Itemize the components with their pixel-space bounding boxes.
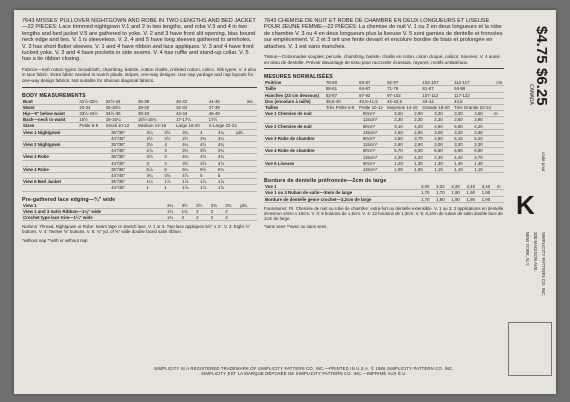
address-line: 200 MADISON AVE. — [533, 232, 538, 272]
table-row — [264, 196, 504, 202]
table-cell: 35"/36" — [110, 154, 145, 160]
table-cell: 1,90 — [481, 196, 496, 202]
footer-line: SIMPLICITY IS A REGISTERED TRADEMARK OF SIMPLICITY PATTERN CO. INC.—PRINTED IN U.S.A. © 1986 SIMPLICITY PATTERN CO. INC. — [154, 366, 454, 371]
table-cell: 3⅞ — [146, 154, 164, 160]
table-cell: 6¼ — [181, 166, 199, 172]
table-cell: Vue 5 Liseuse — [264, 160, 362, 166]
table-cell: 6 — [163, 166, 181, 172]
table-cell: 4¼ — [217, 130, 235, 136]
table-cell: Waist — [22, 104, 78, 110]
table-cell: 4,40 — [453, 154, 473, 160]
table-cell: X-Large 22-24 — [208, 123, 246, 129]
table-cell: 2 — [224, 215, 239, 221]
table-cell: ins. — [246, 99, 257, 105]
english-nap-note: *without nap **with or without nap — [22, 237, 88, 243]
table-cell: 4 — [199, 130, 217, 136]
table-cell: 1 — [146, 185, 164, 191]
table-cell: 2 — [181, 215, 196, 221]
table-cell: 3,00 — [420, 184, 435, 190]
table-cell: Bordure de dentelle genre crochet—3,2cm de large — [264, 196, 420, 202]
table-cell: 107-112 — [421, 92, 453, 98]
table-cell: 1,70 — [435, 190, 450, 196]
table-cell: 1,90 — [465, 196, 480, 202]
table-cell: 115cm* — [362, 154, 393, 160]
table-cell: 1,10 — [433, 167, 453, 173]
french-trim-title: Bordure de dentelle préfroncée—2cm de large — [264, 178, 387, 185]
table-cell: 38-40 — [137, 111, 175, 117]
table-cell: 2,90 — [413, 111, 433, 117]
english-body-measurements-title: BODY MEASUREMENTS — [22, 92, 86, 99]
table-cell: 1,30 — [413, 160, 433, 166]
table-row — [264, 105, 504, 111]
table-cell: 4,20 — [473, 123, 493, 129]
english-trim-title: Pre-gathered lace edging—¾" wide — [22, 196, 116, 203]
table-cell: 3 — [163, 148, 181, 154]
table-cell: 4½ — [199, 142, 217, 148]
divider — [264, 68, 504, 69]
table-cell: Vue 3 Robe de chambre — [264, 136, 362, 142]
table-cell: 4¼ — [181, 154, 199, 160]
table-cell: 28-30 — [137, 104, 175, 110]
table-cell: 3,10 — [393, 123, 413, 129]
table-cell: Medium 14-16 — [137, 123, 175, 129]
pattern-envelope-back — [14, 10, 556, 394]
table-cell: Hanches (23 cm dessous) — [264, 92, 325, 98]
table-cell: View 5 Bed Jacket — [22, 179, 110, 185]
french-nap-note: *sans sens **avec ou sans sens — [264, 224, 327, 230]
table-cell: 4,60 — [433, 123, 453, 129]
table-cell: 33½-34½ — [78, 111, 104, 117]
table-cell: 64-67 — [358, 86, 386, 92]
table-cell: 3,20 — [453, 129, 473, 135]
table-cell: 3,70 — [413, 136, 433, 142]
table-cell: 3½ — [199, 148, 217, 154]
table-cell: View 1 and 3 Satin Ribbon—1⅛" wide — [22, 208, 166, 214]
table-cell: 44"/45" — [110, 173, 145, 179]
table-cell: 17½ — [208, 117, 246, 123]
table-cell: 1,90 — [450, 196, 465, 202]
table-cell: 102-107 — [421, 80, 453, 86]
table-cell: 1⅞ — [181, 185, 199, 191]
french-description: 7643 CHEMISE DE NUIT ET ROBE DE CHAMBRE EN DEUX LONGUEURS ET LISEUSE POUR JEUNE FEMME—22 PIÈCES: La chemise de nuit V. 1 ou 2 en deux longueurs et la robe de chambre V. 3 ou 4 en deux longueurs plus la liseuse V. 5 sont garnies de dentelle et froncées sur empiècement. V. 2 et 3 ont une fente devant et encolure bordée de biais et prolongée en attaches. V. 1 est sans manches. — [264, 18, 503, 50]
table-cell: 4¾ — [217, 142, 235, 148]
table-cell: 112-117 — [453, 80, 495, 86]
table-cell: Hip—9" below waist — [22, 111, 78, 117]
table-cell: Grande 18-20 — [421, 105, 453, 111]
table-cell: 3½ — [181, 148, 199, 154]
copyright-footer — [154, 366, 454, 377]
table-cell: 25-26½ — [105, 104, 137, 110]
table-cell: 44"/45" — [110, 160, 145, 166]
table-cell: 1 — [163, 185, 181, 191]
table-cell — [246, 123, 257, 129]
table-cell: 2 — [210, 215, 225, 221]
table-cell: 44-46 — [208, 99, 246, 105]
table-cell: 1,40 — [453, 160, 473, 166]
table-cell: 3½ — [181, 160, 199, 166]
table-cell: 2,90 — [413, 142, 433, 148]
table-cell: 44"/45" — [110, 135, 145, 141]
table-cell: Large 18-20 — [175, 123, 208, 129]
table-cell: 35"/36" — [110, 166, 145, 172]
table-cell: Back—neck to waist — [22, 117, 78, 123]
table-cell: yds. — [235, 130, 257, 136]
size-code-letter: K — [516, 190, 535, 220]
table-cell: 5 — [199, 173, 217, 179]
table-cell: 71-76 — [386, 86, 421, 92]
table-cell: 1¾ — [166, 208, 181, 214]
table-cell: 1,90 — [450, 190, 465, 196]
table-cell: 4⅞ — [181, 173, 199, 179]
code-label: code pour — [541, 152, 546, 172]
table-cell: 4,70 — [473, 154, 493, 160]
table-cell: 37-39 — [208, 104, 246, 110]
table-cell: 17-17¼ — [175, 117, 208, 123]
table-cell: Vue 2 Chemise de nuit — [264, 123, 362, 129]
table-cell: 4 — [163, 154, 181, 160]
table-cell: 3¾ — [181, 130, 199, 136]
table-cell: 2,80 — [413, 129, 433, 135]
table-cell: 34½-36 — [105, 111, 137, 117]
table-cell: 83-87 — [325, 92, 358, 98]
table-cell: View 2 Nightgown — [22, 142, 110, 148]
table-cell: 1¾ — [181, 208, 196, 214]
table-cell: 3,00 — [433, 142, 453, 148]
table-cell: 90cm* — [362, 160, 393, 166]
table-cell: 1,70 — [420, 196, 435, 202]
table-cell: 5 — [217, 173, 235, 179]
table-cell: Sizes — [22, 123, 78, 129]
table-cell: 3¾ — [217, 148, 235, 154]
table-cell: 4½ — [163, 173, 181, 179]
table-cell: Crochet type lace trim—1¼" wide — [22, 215, 166, 221]
table-cell: 2,30 — [433, 117, 453, 123]
table-cell: 43-44 — [421, 98, 453, 104]
price-canada: $6.25 — [533, 68, 550, 106]
table-cell: 4,80 — [433, 136, 453, 142]
table-cell: 40,5-41,5 — [358, 98, 386, 104]
table-cell: 35"/36" — [110, 179, 145, 185]
english-description: 7643 MISSES' PULLOVER NIGHTGOWN AND ROBE IN TWO LENGTHS AND BED JACKET—22 PIECES: Lace trimmed nightgown V.1 and 2 in two lengths, and robe V.3 and 4 in two lengths and bed jacket V.5 are gathered to yoke. V. 2 and 3 have front slit opening, bias bound neck edge and ties. V. 1 is sleeveless. V. 2, 4 and 5 have long sleeves gathered to armholes. V. 3 has short flutter sleeves. V. 1 and 4 have ribbon and lace appliques. V. 3 and 4 have front tucked yoke. V. 3 and 4 have pockets in side seams. V. 4 has ruffle and stand-up collar. V. 5 has a tie ribbon closing. — [22, 18, 256, 63]
table-cell: View 4 Robe — [22, 166, 110, 172]
table-cell: 35"/36" — [110, 130, 145, 136]
price-us: $4.75 — [533, 26, 550, 64]
table-cell: 4,20 — [393, 154, 413, 160]
table-cell: 3,40 — [481, 184, 496, 190]
table-cell: 1⅞ — [199, 185, 217, 191]
table-cell: Vue 1 Chemise de nuit — [264, 111, 362, 117]
table-cell: 1,00 — [413, 167, 433, 173]
table-cell: 39,5-40 — [325, 98, 358, 104]
table-cell: 6,90 — [473, 148, 493, 154]
table-cell: yds. — [239, 203, 257, 209]
table-cell: 1,70 — [420, 190, 435, 196]
table-cell: 44"/45" — [110, 148, 145, 154]
table-cell: 3½ — [163, 130, 181, 136]
table-cell: 3¼ — [217, 135, 235, 141]
table-cell: 90cm* — [362, 123, 393, 129]
table-cell: 44,5 — [453, 98, 495, 104]
table-cell: 1¾ — [166, 215, 181, 221]
english-trim-table — [22, 203, 257, 222]
table-cell: 5,70 — [393, 148, 413, 154]
table-cell: 2¾ — [199, 135, 217, 141]
table-cell — [496, 196, 504, 202]
table-cell: 3⅞ — [217, 160, 235, 166]
table-cell: m — [496, 184, 504, 190]
table-cell: Taille — [264, 86, 325, 92]
table-cell — [493, 167, 504, 173]
table-cell: 2,60 — [393, 111, 413, 117]
table-cell: 115cm* — [362, 142, 393, 148]
table-cell: 1,20 — [393, 160, 413, 166]
table-cell: 3½ — [195, 203, 210, 209]
table-cell: 2,60 — [453, 117, 473, 123]
table-cell: Poitrine — [264, 80, 325, 86]
table-cell: m — [493, 111, 504, 117]
table-cell: 1⅞ — [181, 179, 199, 185]
table-row — [22, 123, 257, 129]
table-cell: 5,10 — [453, 136, 473, 142]
table-cell: 32-34 — [175, 104, 208, 110]
table-cell: 3½ — [181, 203, 196, 209]
table-cell: 115cm* — [362, 117, 393, 123]
table-cell: 16½-16¾ — [137, 117, 175, 123]
table-cell — [22, 185, 110, 191]
table-cell: 2⅞ — [146, 148, 164, 154]
table-cell: 4¼ — [181, 142, 199, 148]
table-cell: View 1 Nightgown — [22, 130, 110, 136]
table-cell: Tailles — [264, 105, 325, 111]
table-cell: 90cm* — [362, 136, 393, 142]
english-column — [22, 18, 257, 243]
table-cell: 1,40 — [473, 160, 493, 166]
table-cell: 6½ — [199, 166, 217, 172]
table-cell: View 3 Robe — [22, 154, 110, 160]
table-cell: 5⅞ — [146, 166, 164, 172]
table-cell: 2½ — [163, 135, 181, 141]
table-cell — [235, 185, 257, 191]
table-cell: 4,30 — [433, 154, 453, 160]
french-measurement-table — [264, 80, 504, 111]
table-cell: 1¼ — [146, 179, 164, 185]
french-trim-table — [264, 184, 504, 203]
stamp-box — [508, 322, 552, 376]
table-cell: 3 — [146, 160, 164, 166]
table-cell: Très Petite 6-8 — [325, 105, 358, 111]
table-cell: Small 10-12 — [105, 123, 137, 129]
table-cell: 2 — [195, 208, 210, 214]
table-cell: 36-38 — [137, 99, 175, 105]
table-cell: 35"/36" — [110, 142, 145, 148]
table-cell: 2 — [224, 208, 239, 214]
table-cell: Vue 1 — [264, 184, 420, 190]
table-cell: Petite 10-12 — [358, 105, 386, 111]
table-cell: 4 — [163, 142, 181, 148]
table-cell: 1⅞ — [217, 179, 235, 185]
table-cell: View 1 — [22, 203, 166, 209]
table-cell: 1,90 — [481, 190, 496, 196]
table-cell: 46-48 — [208, 111, 246, 117]
table-cell: Vue 4 Robe de chambre — [264, 148, 362, 154]
table-cell: 3¾ — [210, 203, 225, 209]
table-cell: Vue 1 ou 3 Ruban de satin—3mm de large — [264, 190, 420, 196]
table-cell: 58-61 — [325, 86, 358, 92]
table-cell: 1,10 — [473, 167, 493, 173]
table-cell: 2 — [195, 215, 210, 221]
table-cell: 32½-34 — [105, 99, 137, 105]
table-cell: 3,20 — [450, 184, 465, 190]
english-measurement-table — [22, 99, 257, 130]
canada-label: CANADA — [528, 84, 534, 105]
table-cell: 4¾ — [217, 154, 235, 160]
french-fabrics: Tissus—Cotonnades souples: percale, chambray, batiste, challis en coton, coton cloqué, calicot. Soieries. V. 4 aussi en tissu de dentelle. Prévoir davantage de tissu pour raccorder écossais, rayures, motifs unilatéraux. — [264, 54, 500, 65]
english-fabrics: Fabrics—Soft cotton types: broadcloth, chambray, batiste, cotton challis, crinkled cotton, calico. Silk types. V. 4 also in lace fabric. Extra fabric needed to match plaids, stripes, one-way designs. Use nap yardage and nap layouts for one-way design fabrics. Not suitable for obvious diagonal fabrics. — [22, 66, 257, 84]
table-cell: Petite 6-8 — [78, 123, 104, 129]
table-cell: 2½ — [146, 135, 164, 141]
table-cell: 3,20 — [433, 111, 453, 117]
table-cell — [264, 167, 362, 173]
table-cell: 87-92 — [358, 92, 386, 98]
table-cell: 117-122 — [453, 92, 495, 98]
table-cell: cm — [496, 80, 503, 86]
table-cell: 3⅞ — [199, 160, 217, 166]
table-cell: 3 — [163, 160, 181, 166]
table-cell: 1,90 — [435, 196, 450, 202]
table-cell: 3½ — [146, 142, 164, 148]
table-cell: 94-99 — [453, 86, 495, 92]
table-cell: 2½ — [181, 135, 199, 141]
address-line: SIMPLICITY PATTERN CO. INC. — [541, 232, 546, 297]
table-cell: 115cm* — [362, 129, 393, 135]
table-cell: 2,30 — [413, 117, 433, 123]
table-cell — [495, 105, 504, 111]
english-notions: Notions: Thread, Nightgown or Robe: Seam tape or stretch lace. V. 1 or 3. Two lace appliques 5½" x 4". V. 3: Eight ⅞" buttons. V. 4: Twelve ⅝" buttons. V. 5: ⅛" yd. of ⅝" wide double faced satin ribbon. — [22, 224, 251, 235]
table-cell: 4,20 — [413, 154, 433, 160]
table-cell: 1,90 — [465, 190, 480, 196]
table-cell: 5,20 — [473, 136, 493, 142]
table-cell: 15½ — [78, 117, 104, 123]
table-cell: 3,30 — [473, 142, 493, 148]
table-cell: 40-42 — [175, 99, 208, 105]
table-cell: 2,80 — [393, 142, 413, 148]
table-cell — [239, 215, 257, 221]
table-cell: 2,90 — [473, 117, 493, 123]
table-cell: 42-42,5 — [386, 98, 421, 104]
french-notions: Fournitures: Fil. Chemise de nuit ou robe de chambre: extra-fort ou dentelle extensible. V. 1 ou 3: 2 applications en dentelle d'environ 14cm x 10cm. V. 3: 8 boutons de 1,5cm. V. 4: 12 boutons de 1,3cm. V. 5: 0,10m de ruban de satin double face de 1cm de large. — [264, 205, 504, 222]
table-cell: 2 — [210, 208, 225, 214]
table-cell: 2,60 — [393, 129, 413, 135]
divider — [22, 87, 257, 88]
french-yardage-table — [264, 111, 504, 173]
table-cell: 3¼ — [146, 130, 164, 136]
table-cell: 1⅞ — [163, 179, 181, 185]
table-cell: 78-80 — [325, 80, 358, 86]
table-cell: Très Grande 22-24 — [453, 105, 495, 111]
table-cell: 1,10 — [453, 167, 473, 173]
table-cell: 4,20 — [413, 123, 433, 129]
table-cell: 42-44 — [175, 111, 208, 117]
table-cell: 6,50 — [433, 148, 453, 154]
table-cell: 1⅞ — [217, 185, 235, 191]
table-cell: 3,40 — [465, 184, 480, 190]
table-row — [264, 167, 504, 173]
address-line: NEW YORK, N.Y. — [525, 232, 530, 267]
table-cell: 31½-32½ — [78, 99, 104, 105]
table-cell: 92-97 — [386, 80, 421, 86]
table-cell: 6,30 — [413, 148, 433, 154]
table-cell: 115cm* — [362, 167, 393, 173]
table-cell: 3,60 — [473, 111, 493, 117]
table-cell: 1⅞ — [199, 179, 217, 185]
footer-line: SIMPLICITY EST LA MARQUE DÉPOSÉE DE SIMPLICITY PATTERN CO. INC.—IMPRIMÉ AUX É.U. — [201, 371, 407, 377]
table-cell: Moyenne 14-16 — [386, 105, 421, 111]
table-row — [22, 215, 257, 221]
table-cell: 23-24 — [78, 104, 104, 110]
table-cell: 90cm* — [362, 111, 393, 117]
table-cell: 3,30 — [473, 129, 493, 135]
table-row — [22, 185, 257, 191]
table-cell: 1,30 — [433, 160, 453, 166]
table-cell: 16-16¼ — [105, 117, 137, 123]
table-cell: 1,00 — [393, 167, 413, 173]
table-cell: Bust — [22, 99, 78, 105]
table-cell: 3,30 — [453, 111, 473, 117]
table-cell: 90cm* — [362, 148, 393, 154]
table-cell: 44"/45" — [110, 185, 145, 191]
table-cell: 6¾ — [217, 166, 235, 172]
french-body-measurements-title: MESURES NORMALISÉES — [264, 74, 333, 81]
table-cell: 4¼ — [146, 173, 164, 179]
table-cell: 3,20 — [435, 184, 450, 190]
table-cell: 6,90 — [453, 148, 473, 154]
price-side-panel — [506, 22, 552, 382]
table-cell: 4½ — [199, 154, 217, 160]
french-column — [264, 18, 504, 230]
table-cell: 5,50 — [453, 123, 473, 129]
table-cell: 2,30 — [393, 117, 413, 123]
table-cell: 83-87 — [358, 80, 386, 86]
table-cell: 3,00 — [433, 129, 453, 135]
table-cell: 3,30 — [453, 142, 473, 148]
table-cell: 3,60 — [393, 136, 413, 142]
table-cell: 3¼ — [166, 203, 181, 209]
table-cell: 3¾ — [224, 203, 239, 209]
table-cell: 97-102 — [386, 92, 421, 98]
table-cell: Dos (encolure à taille) — [264, 98, 325, 104]
table-cell: 81-87 — [421, 86, 453, 92]
english-yardage-table — [22, 130, 257, 192]
